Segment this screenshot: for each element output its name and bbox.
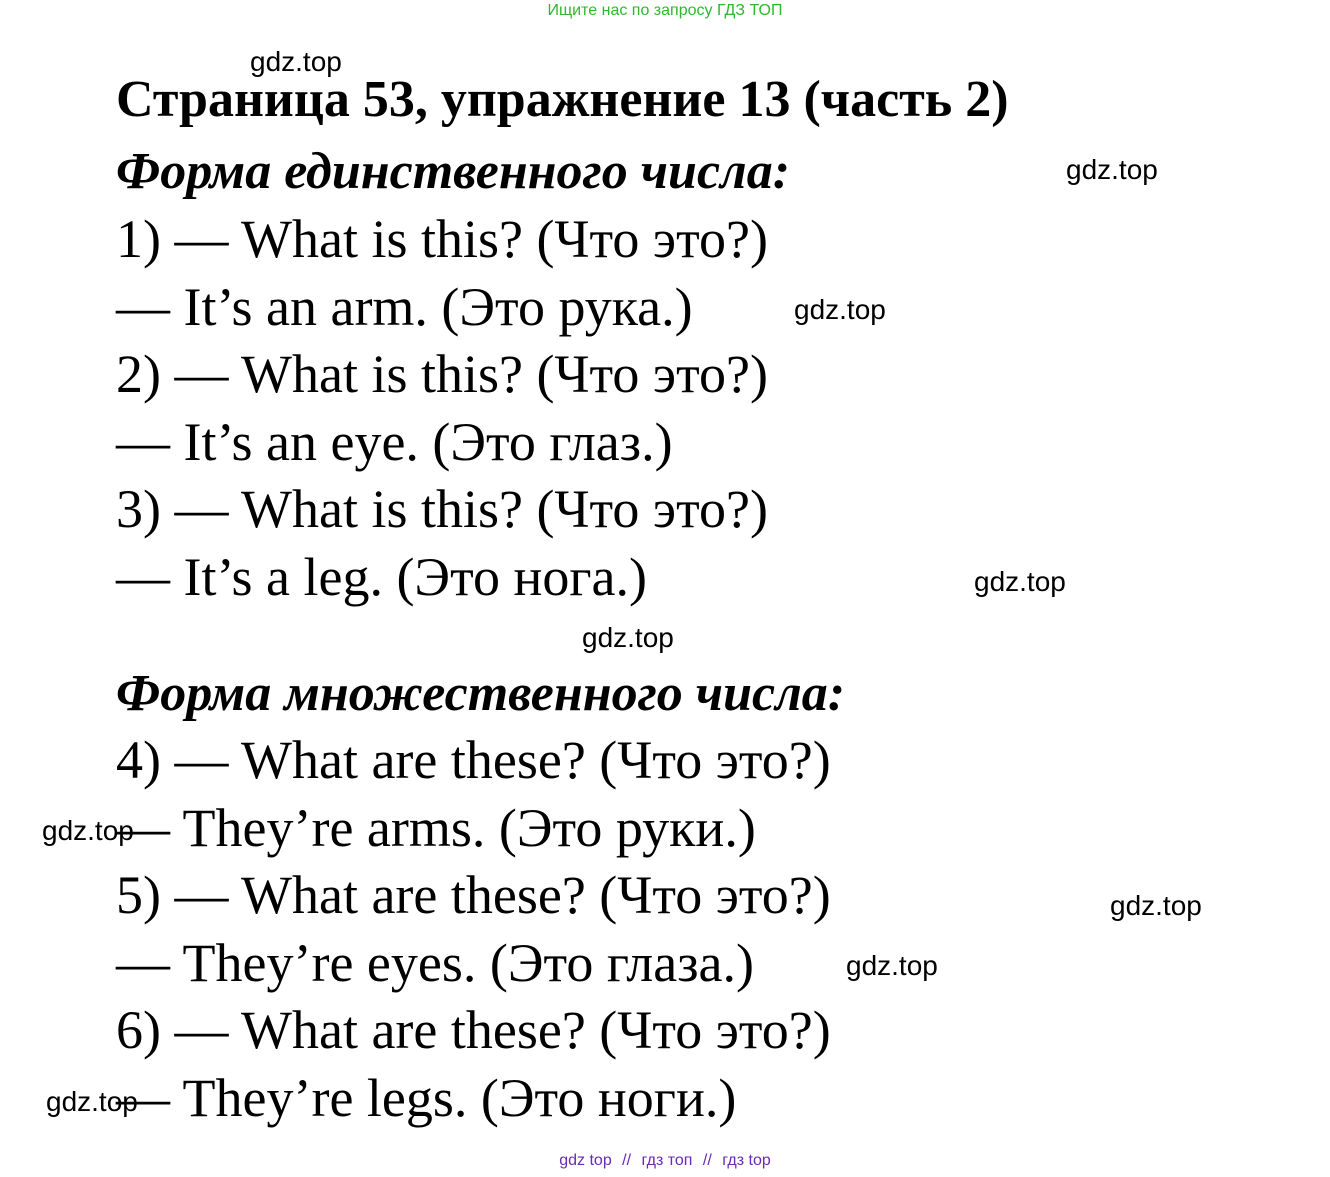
plural-line-1: 4) — What are these? (Что это?) (116, 730, 831, 790)
footer-link-3[interactable]: гдз top (722, 1152, 771, 1169)
footer (0, 1152, 1330, 1170)
watermark: gdz.top (42, 815, 134, 846)
watermark: gdz.top (582, 622, 674, 653)
singular-line-5: 3) — What is this? (Что это?) (116, 479, 768, 539)
watermark: gdz.top (846, 950, 938, 981)
footer-link-2[interactable]: гдз топ (641, 1152, 693, 1169)
singular-line-4: — It’s an eye. (Это глаз.) (116, 412, 673, 472)
singular-line-2: — It’s an arm. (Это рука.) (116, 277, 693, 337)
plural-line-2: — They’re arms. (Это руки.) (116, 798, 756, 858)
watermark: gdz.top (1110, 890, 1202, 921)
singular-line-3: 2) — What is this? (Что это?) (116, 344, 768, 404)
plural-line-5: 6) — What are these? (Что это?) (116, 1000, 831, 1060)
watermark: gdz.top (46, 1086, 138, 1117)
watermark: gdz.top (250, 46, 342, 77)
page-title: Страница 53, упражнение 13 (часть 2) (116, 71, 1009, 128)
singular-heading: Форма единственного числа: (116, 143, 791, 200)
footer-separator: // (622, 1152, 632, 1169)
singular-line-1: 1) — What is this? (Что это?) (116, 209, 768, 269)
footer-separator: // (702, 1152, 712, 1169)
footer-link-1[interactable]: gdz top (559, 1152, 612, 1169)
top-banner: Ищите нас по запросу ГДЗ ТОП (547, 2, 783, 19)
plural-line-3: 5) — What are these? (Что это?) (116, 865, 831, 925)
watermark: gdz.top (974, 566, 1066, 597)
singular-line-6: — It’s a leg. (Это нога.) (116, 547, 647, 607)
plural-line-6: — They’re legs. (Это ноги.) (116, 1068, 737, 1128)
watermark: gdz.top (794, 294, 886, 325)
watermark: gdz.top (1066, 154, 1158, 185)
plural-line-4: — They’re eyes. (Это глаза.) (116, 933, 754, 993)
plural-heading: Форма множественного числа: (116, 665, 846, 722)
